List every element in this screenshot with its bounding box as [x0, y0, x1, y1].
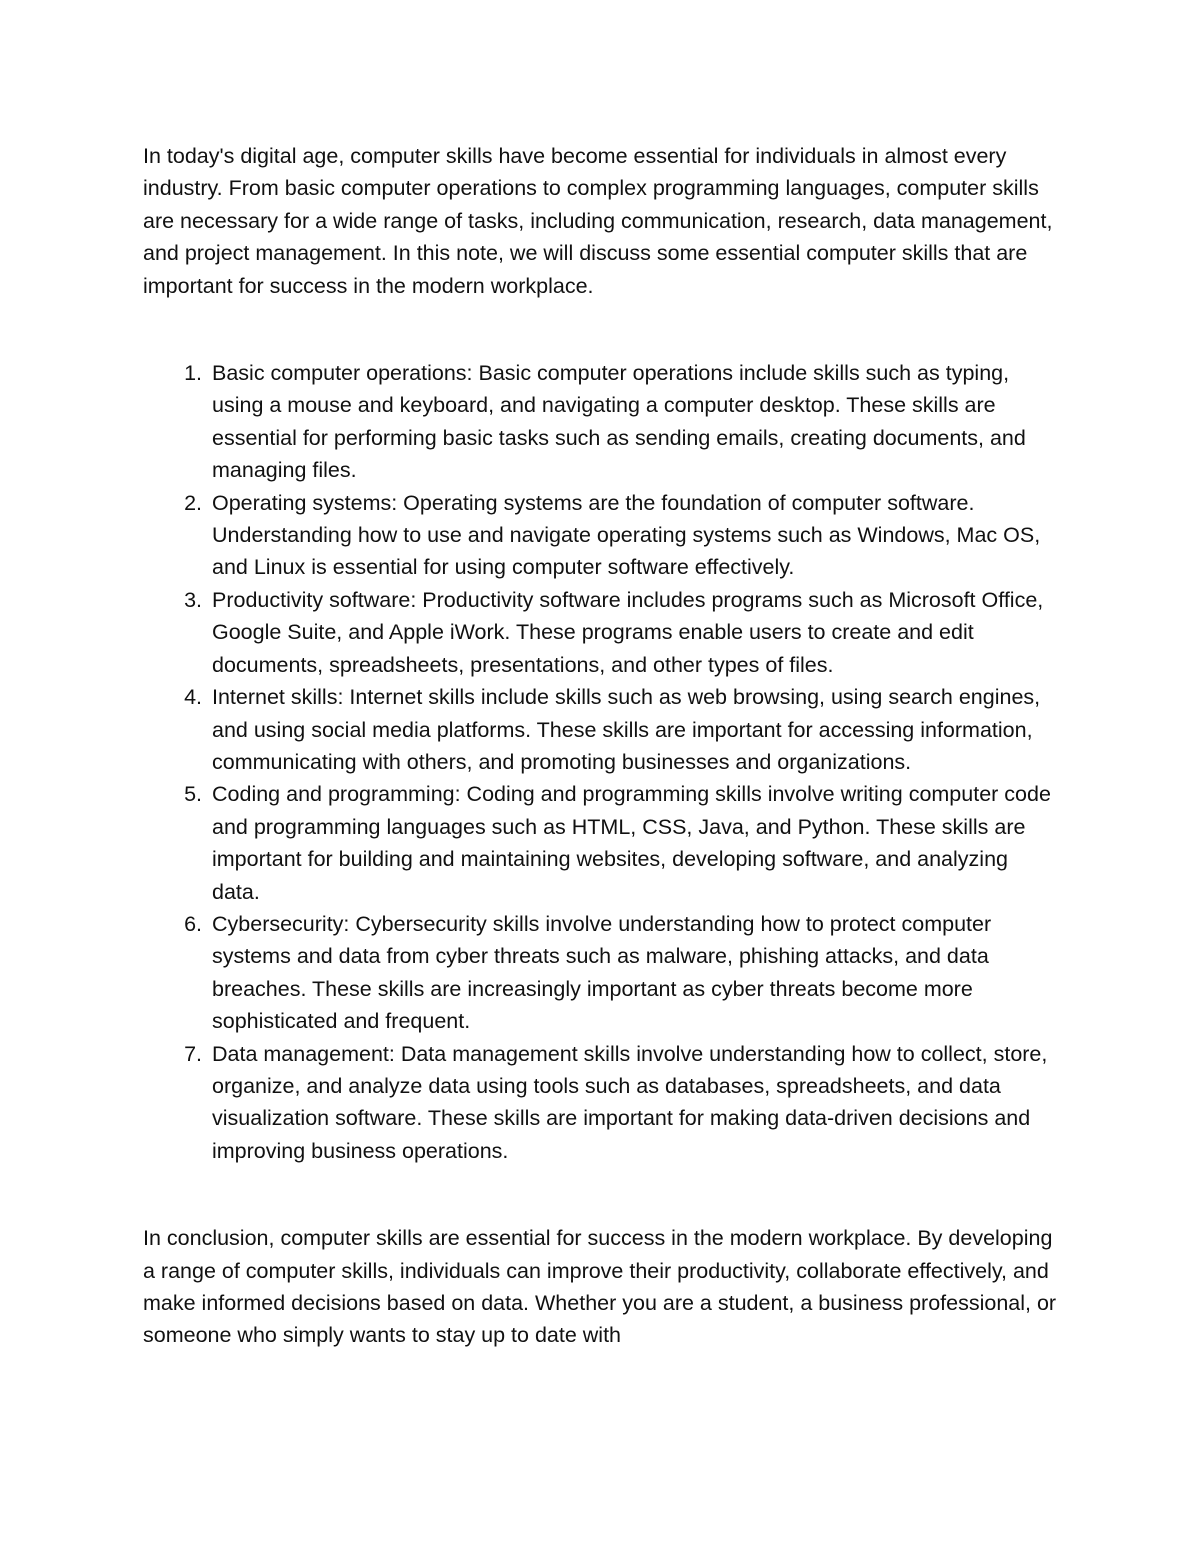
list-item-number: 3.: [184, 587, 202, 612]
document-body: [143, 140, 1058, 1352]
list-item: [184, 778, 1058, 908]
list-item: [184, 584, 1058, 681]
conclusion-paragraph: In conclusion, computer skills are essential for success in the modern workplace. By developing a range of computer skills, individuals can improve their productivity, collaborate effectively, and make informed decisions based on data. Whether you are a student, a business professional, or someone who simply wants to stay up to date with: [143, 1226, 1057, 1348]
list-item-number: 4.: [184, 685, 202, 710]
list-item: [184, 487, 1058, 584]
list-item-text: Basic computer operations: Basic computer operations include skills such as typing, using a mouse and keyboard, and navigating a computer desktop. These skills are essential for performing basic tasks such as sending emails, creating documents, and managing files.: [212, 361, 1026, 483]
skills-list: [143, 357, 1058, 1167]
list-item-text: Cybersecurity: Cybersecurity skills involve understanding how to protect computer systems and data from cyber threats such as malware, phishing attacks, and data breaches. These skills are increasingly important as cyber threats become more sophisticated and frequent.: [212, 911, 992, 1034]
list-item-text: Coding and programming: Coding and programming skills involve writing computer code and programming languages such as HTML, CSS, Java, and Python. These skills are important for building and maintaining websites, developing software, and analyzing data.: [212, 782, 1051, 904]
intro-paragraph: In today's digital age, computer skills have become essential for individuals in almost every industry. From basic computer operations to complex programming languages, computer skills are necessary for a wide range of tasks, including communication, research, data management, and project management. In this note, we will discuss some essential computer skills that are important for success in the modern workplace.: [143, 144, 1053, 298]
list-item: [184, 1038, 1058, 1168]
list-item: [184, 357, 1058, 487]
list-item: [184, 908, 1058, 1038]
list-item-number: 6.: [184, 911, 202, 936]
list-item: [184, 681, 1058, 778]
list-item-text: Productivity software: Productivity software includes programs such as Microsoft Office, Google Suite, and Apple iWork. These programs enable users to create and edit documents, spreadsheets, presentations, and other types of files.: [212, 587, 1044, 677]
list-item-number: 2.: [184, 490, 202, 515]
list-item-number: 1.: [184, 361, 202, 386]
list-item-text: Data management: Data management skills involve understanding how to collect, store, organize, and analyze data using tools such as databases, spreadsheets, and data visualization software. These skills are important for making data-driven decisions and improving business operations.: [212, 1041, 1048, 1163]
list-item-text: Internet skills: Internet skills include skills such as web browsing, using search engines, and using social media platforms. These skills are important for accessing information, communicating with others, and promoting businesses and organizations.: [212, 685, 1041, 774]
list-item-text: Operating systems: Operating systems are the foundation of computer software. Understanding how to use and navigate operating systems such as Windows, Mac OS, and Linux is essential for using computer software effectively.: [212, 490, 1041, 580]
list-item-number: 7.: [184, 1041, 202, 1066]
list-item-number: 5.: [184, 782, 202, 807]
